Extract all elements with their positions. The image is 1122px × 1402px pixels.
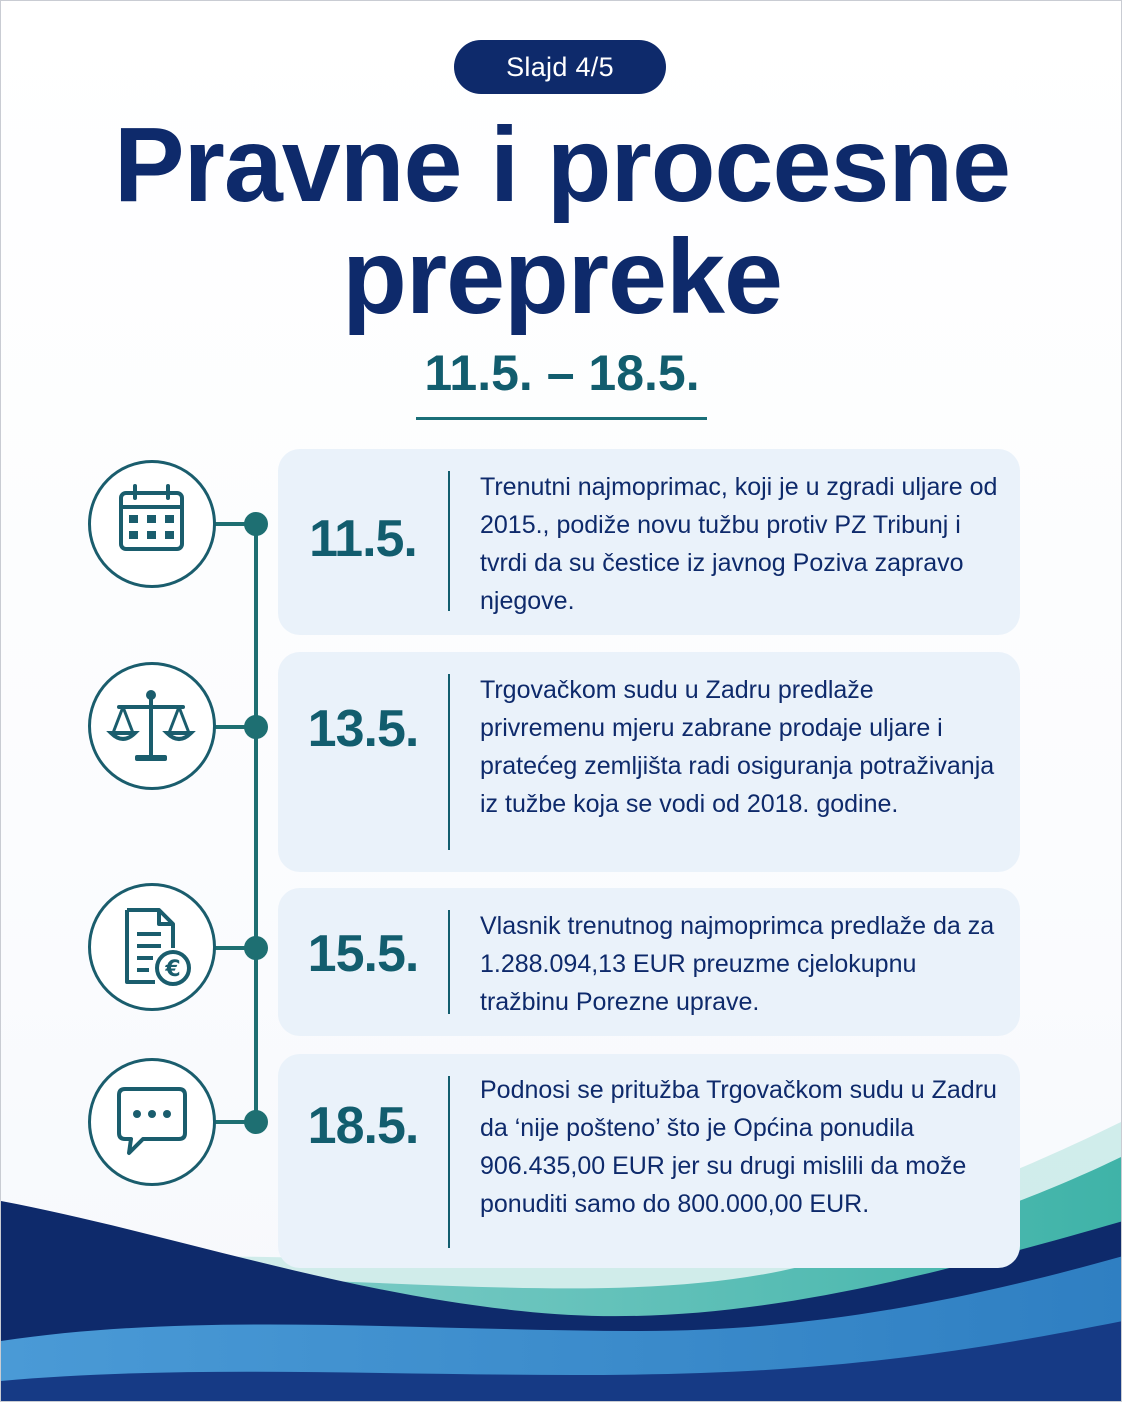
- timeline-dot: [244, 936, 268, 960]
- calendar-icon: [88, 460, 216, 588]
- event-date: 11.5.: [309, 510, 417, 568]
- slide-number-badge: Slajd 4/5: [454, 40, 666, 94]
- page-title: Pravne i procesne prepreke: [113, 106, 1011, 336]
- card-divider: [448, 674, 450, 850]
- date-range: 11.5. – 18.5.: [424, 345, 700, 401]
- card-divider: [448, 1076, 450, 1248]
- chat-bubble-icon: [88, 1058, 216, 1186]
- card-divider: [448, 471, 450, 611]
- timeline-dot: [244, 512, 268, 536]
- event-description: Vlasnik trenutnog najmoprimca predlaže da za 1.288.094,13 EUR preuzme cjelokupnu tražbinu Porezne uprave.: [480, 912, 995, 1016]
- event-date: 18.5.: [307, 1097, 419, 1155]
- timeline-dot: [244, 715, 268, 739]
- event-date: 13.5.: [307, 700, 419, 758]
- timeline-line: [254, 523, 258, 1123]
- event-description: Trenutni najmoprimac, koji je u zgradi uljare od 2015., podiže novu tužbu protiv PZ Tribunj i tvrdi da su čestice iz javnog Poziva zapravo njegove.: [480, 473, 998, 615]
- timeline-card: [278, 652, 1020, 872]
- event-description: Trgovačkom sudu u Zadru predlaže privremenu mjeru zabrane prodaje uljare i pratećeg zemljišta radi osiguranja potraživanja iz tužbe koja se vodi od 2018. godine.: [480, 676, 995, 818]
- timeline-dot: [244, 1110, 268, 1134]
- timeline-card: [278, 888, 1020, 1036]
- card-divider: [448, 910, 450, 1014]
- event-date: 15.5.: [307, 925, 419, 983]
- euro-document-icon: [88, 883, 216, 1011]
- svg-text:€: €: [165, 957, 181, 982]
- date-range-underline: [416, 417, 707, 420]
- event-description: Podnosi se pritužba Trgovačkom sudu u Zadru da ‘nije pošteno’ što je Općina ponudila 906.435,00 EUR jer su drugi mislili da može ponuditi samo do 800.000,00 EUR.: [480, 1076, 997, 1218]
- scales-icon: [88, 662, 216, 790]
- timeline-card: [278, 1054, 1020, 1268]
- timeline-card: [278, 449, 1020, 635]
